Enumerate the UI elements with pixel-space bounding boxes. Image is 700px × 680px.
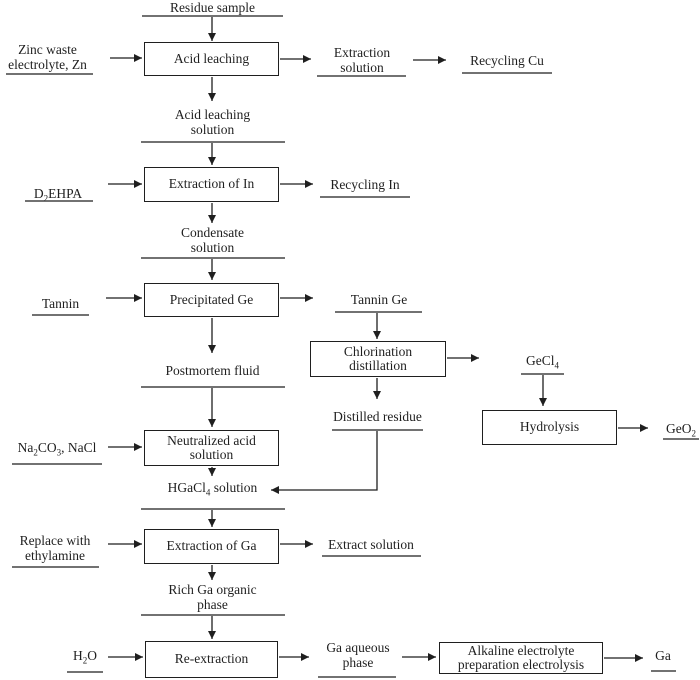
ga-aqueous-phase-line2: phase [342,655,374,670]
zinc-waste-line1: Zinc waste [18,42,77,57]
recycling-cu-label [458,53,556,68]
gecl4-part: GeCl [526,353,555,368]
d2ehpa-part2: EHPA [48,186,83,201]
replace-ethylamine-line2: ethylamine [25,548,85,563]
precipitated-ge-box [144,283,279,317]
extraction-solution-line2: solution [340,60,384,75]
residue-sample-text: Residue sample [169,0,256,15]
extraction-solution-label [317,45,407,75]
gecl4-label [515,353,570,371]
alkaline-electrolysis-label-line2: preparation electrolysis [457,657,585,672]
postmortem-fluid-label [142,363,283,378]
na2co3-nacl-label [8,440,106,458]
na2co3-subscript2: 3 [56,447,62,458]
zinc-waste-line2: electrolyte, Zn [8,57,87,72]
distilled-residue-label [327,409,428,424]
acid-leaching-label: Acid leaching [173,50,250,66]
tannin-ge-label [333,292,425,307]
replace-ethylamine-label [8,533,102,563]
extract-solution-text: Extract solution [328,537,414,552]
re-extraction-box [145,641,278,678]
rich-ga-organic-line2: phase [197,597,228,612]
rich-ga-organic-line1: Rich Ga organic [168,582,257,597]
recycling-cu-text: Recycling Cu [470,53,544,68]
tannin-text: Tannin [41,296,80,311]
geo2-part: GeO [666,421,692,436]
condensate-solution-line1: Condensate [181,225,244,240]
ga-aqueous-phase-line1: Ga aqueous [326,640,390,655]
na2co3-part3: , NaCl [61,440,97,455]
alkaline-electrolysis-box [439,642,603,674]
neutralized-acid-label-line2: solution [189,447,234,462]
extract-solution-label [318,537,424,552]
extraction-of-ga-box [144,529,279,564]
geo2-subscript: 2 [691,428,696,439]
extraction-of-ga-label: Extraction of Ga [166,538,257,554]
geo2-label [659,421,700,439]
h2o-subscript: 2 [82,655,88,666]
postmortem-fluid-text: Postmortem fluid [165,363,260,378]
gecl4-subscript: 4 [554,360,559,371]
replace-ethylamine-line1: Replace with [19,533,91,548]
d2ehpa-part: D [33,186,44,201]
h2o-label [65,648,105,666]
na2co3-subscript: 2 [33,447,38,458]
hydrolysis-box [482,410,617,445]
residue-sample-label [142,0,283,15]
tannin-ge-text: Tannin Ge [350,292,408,307]
chlorination-distillation-label-line1: Chlorination [343,343,413,359]
extraction-solution-line1: Extraction [333,45,391,60]
hgacl4-solution-label [142,480,283,498]
hydrolysis-label: Hydrolysis [519,419,580,435]
distilled-residue-text: Distilled residue [333,409,422,424]
re-extraction-label: Re-extraction [174,651,249,667]
precipitated-ge-label: Precipitated Ge [169,291,254,307]
condensate-solution-line2: solution [190,240,235,255]
recycling-in-text: Recycling In [330,177,400,192]
ga-aqueous-phase-label [316,640,400,670]
neutralized-acid-label-line1: Neutralized acid [167,432,256,448]
hgacl4-subscript: 4 [205,487,211,498]
h2o-part2: O [87,648,97,663]
h2o-part: H [73,648,83,663]
chlorination-distillation-label-line2: distillation [349,358,407,373]
acid-leaching-solution-line2: solution [190,122,235,137]
extraction-of-in-box [144,167,279,202]
na2co3-part2: CO [37,440,57,455]
arrow-distilled-residue-to-hgacl4 [271,431,377,490]
d2ehpa-subscript: 2 [43,193,49,204]
ga-text: Ga [655,648,671,663]
hgacl4-part: HGaCl [167,480,206,495]
tannin-label [30,296,91,311]
acid-leaching-solution-line1: Acid leaching [174,107,251,122]
recycling-in-label [320,177,410,192]
alkaline-electrolysis-label-line1: Alkaline electrolyte [467,643,575,658]
zinc-waste-label [0,42,95,72]
acid-leaching-solution-label [142,107,283,137]
rich-ga-organic-label [142,582,283,612]
hgacl4-part2: solution [210,480,258,495]
extraction-of-in-label: Extraction of In [168,176,255,192]
neutralized-acid-solution-box [144,430,279,466]
chlorination-distillation-box [310,341,446,377]
na2co3-part: Na [17,440,34,455]
condensate-solution-label [142,225,283,255]
ga-label [646,648,680,663]
d2ehpa-label [22,186,94,204]
acid-leaching-box [144,42,279,76]
